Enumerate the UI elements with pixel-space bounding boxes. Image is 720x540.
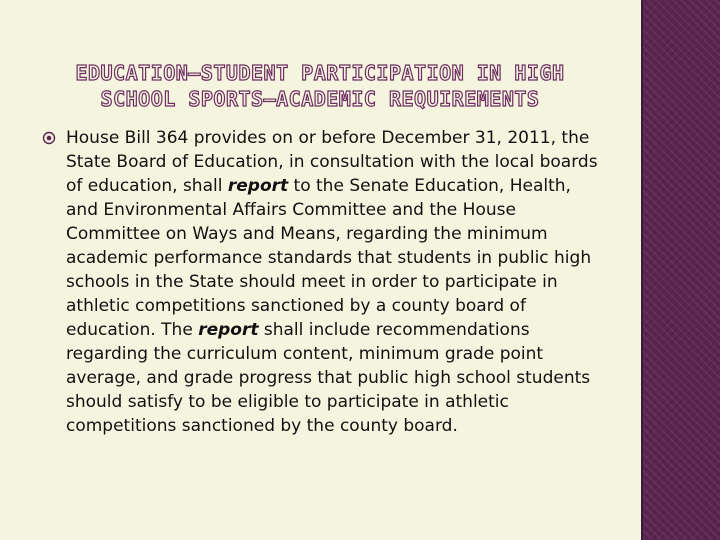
slide-title <box>60 60 580 112</box>
bullet-emphasis-report-2: report <box>198 320 259 340</box>
circle-dot-bullet-icon <box>42 131 56 145</box>
bullet-text-part-3: shall include recommendations regarding the curriculum content, minimum grade point average, and grade progress that public high school students should satisfy to be eligible to participate in athletic competitions sanctioned by the county board. <box>66 320 591 436</box>
bullet-list <box>42 126 602 438</box>
slide-title-line-2: SCHOOL SPORTS–ACADEMIC REQUIREMENTS <box>100 87 540 111</box>
bullet-text-part-2: to the Senate Education, Health, and Environmental Affairs Committee and the House Committee on Ways and Means, regarding the minimum academic performance standards that students in public high schools in the State should meet in order to participate in athletic competitions sanctioned by a county board of education. The <box>66 176 592 340</box>
bullet-text-part-1: House Bill 364 provides on or before December 31, 2011, the State Board of Education, in consultation with the local boards of education, shall <box>66 128 598 196</box>
bullet-emphasis-report-1: report <box>227 176 289 196</box>
decorative-side-panel <box>641 0 720 540</box>
slide-title-line-1: EDUCATION–STUDENT PARTICIPATION IN HIGH <box>75 61 565 85</box>
bullet-item <box>42 126 602 438</box>
